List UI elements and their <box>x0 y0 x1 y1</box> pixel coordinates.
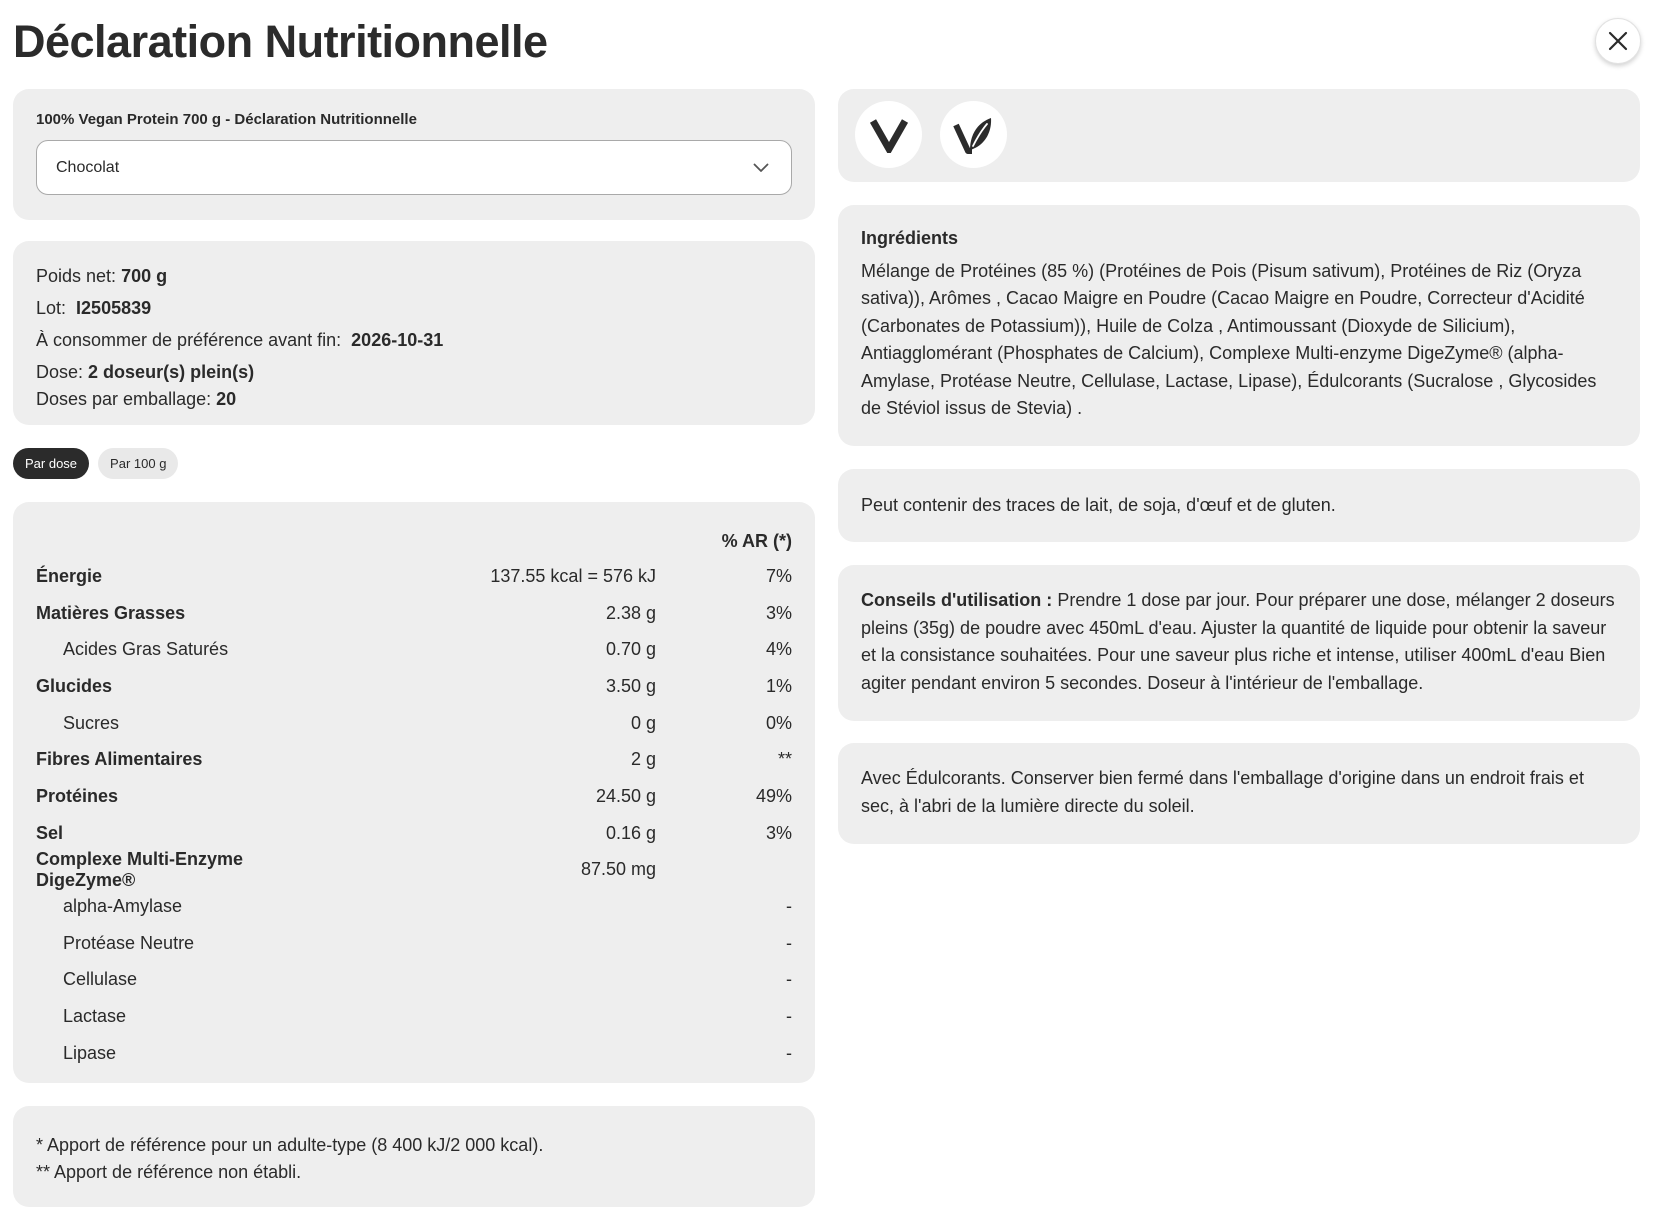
doses-per-pack-value: 20 <box>216 389 237 409</box>
footnote-2: ** Apport de référence non établi. <box>36 1162 302 1182</box>
vegetarian-v-icon <box>869 117 909 153</box>
vegetarian-badge <box>855 101 922 168</box>
nutrient-ar: - <box>786 969 792 990</box>
flavor-select[interactable] <box>36 140 792 195</box>
ingredients-text: Mélange de Protéines (85 %) (Protéines de Pois (Pisum sativum), Protéines de Riz (Oryza sativa)), Arômes , Cacao Maigre en Poudre (Cacao Maigre en Poudre, Correcteur d'Acidité (Carbonates de Potassium)), Huile de Colza , Antimoussant (Dioxyde de Silicium), Antiagglomérant (Phosphates de Calcium), Complexe Multi-enzyme DigeZyme® (alpha-Amylase, Protéase Neutre, Cellulase, Lactase, Lipase), Édulcorants (Sucralose , Glycosides de Stéviol issus de Stevia) . <box>861 260 1597 418</box>
product-info-card <box>13 241 815 425</box>
diet-badges-card <box>838 89 1640 182</box>
dose-value: 2 doseur(s) plein(s) <box>88 362 255 382</box>
nutrient-name: Fibres Alimentaires <box>36 749 203 770</box>
nutrient-amount: 2.38 g <box>605 602 656 623</box>
nutrient-name: Protéines <box>36 785 119 806</box>
nutrient-ar: 3% <box>765 602 792 623</box>
nutrient-name: alpha-Amylase <box>63 896 183 917</box>
nutrient-ar: 4% <box>765 639 792 660</box>
vegan-leaf-icon <box>953 115 995 155</box>
dose-row <box>36 359 792 386</box>
allergens-card <box>838 469 1640 542</box>
nutrient-name: Lipase <box>63 1042 117 1063</box>
nutrient-amount: 3.50 g <box>605 675 656 696</box>
net-weight-value: 700 g <box>121 266 168 286</box>
nutrient-ar: ** <box>777 749 792 770</box>
nutrient-ar: 3% <box>765 822 792 843</box>
lot-row <box>36 295 792 322</box>
nutrient-name: Sucres <box>63 712 120 733</box>
net-weight-row <box>36 263 792 290</box>
lot-label: Lot: <box>36 298 67 318</box>
table-row <box>36 925 792 962</box>
nutrient-ar: 0% <box>765 712 792 733</box>
nutrient-name: Lactase <box>63 1006 127 1027</box>
nutrient-amount: 137.55 kcal = 576 kJ <box>490 565 656 586</box>
ingredients-title: Ingrédients <box>861 228 959 248</box>
tab-per-dose[interactable]: Par dose <box>13 448 89 479</box>
nutrient-amount: 87.50 mg <box>580 859 656 880</box>
nutrient-name: Protéase Neutre <box>63 932 195 953</box>
nutrient-amount: 0.16 g <box>605 822 656 843</box>
nutrient-ar: - <box>786 896 792 917</box>
vegan-badge <box>940 101 1007 168</box>
table-row <box>36 668 792 705</box>
ar-column-header: % AR (*) <box>721 530 792 551</box>
close-button[interactable] <box>1595 18 1641 64</box>
tab-per-100g[interactable]: Par 100 g <box>98 448 178 479</box>
best-before-value: 2026-10-31 <box>351 330 444 350</box>
table-row <box>36 631 792 668</box>
ingredients-card <box>838 205 1640 446</box>
nutrient-ar: 1% <box>765 675 792 696</box>
nutrient-name: Matières Grasses <box>36 602 186 623</box>
nutrient-ar: - <box>786 932 792 953</box>
dose-label: Dose: <box>36 362 84 382</box>
table-row <box>36 1035 792 1072</box>
nutrient-amount: 2 g <box>630 749 656 770</box>
nutrient-name: Glucides <box>36 675 113 696</box>
nutrient-name: Sel <box>36 822 64 843</box>
table-row <box>36 962 792 999</box>
nutrition-table-header <box>36 524 792 558</box>
table-row <box>36 848 792 890</box>
storage-card <box>838 743 1640 844</box>
storage-text: Avec Édulcorants. Conserver bien fermé dans l'emballage d'origine dans un endroit frais et sec, à l'abri de la lumière directe du soleil. <box>861 768 1584 816</box>
usage-card <box>838 565 1640 721</box>
nutrient-name: Complexe Multi-Enzyme DigeZyme® <box>36 848 244 890</box>
doses-per-pack-label: Doses par emballage: <box>36 389 212 409</box>
nutrition-table <box>13 502 815 1083</box>
doses-per-pack-row <box>36 386 792 413</box>
table-row <box>36 778 792 815</box>
table-row <box>36 998 792 1035</box>
nutrient-ar: - <box>786 1042 792 1063</box>
table-row <box>36 558 792 595</box>
product-select-label: 100% Vegan Protein 700 g - Déclaration Nutritionnelle <box>36 111 417 128</box>
table-row <box>36 815 792 852</box>
flavor-select-value: Chocolat <box>56 158 120 176</box>
footnotes-card <box>13 1106 815 1207</box>
table-row <box>36 741 792 778</box>
allergens-text: Peut contenir des traces de lait, de soja, d'œuf et de gluten. <box>861 495 1336 515</box>
nutrient-amount: 0.70 g <box>605 639 656 660</box>
chevron-down-icon <box>753 163 769 173</box>
nutrient-ar: - <box>786 1006 792 1027</box>
usage-label: Conseils d'utilisation : <box>861 590 1053 610</box>
nutrient-ar: 49% <box>755 785 792 806</box>
nutrient-name: Cellulase <box>63 969 138 990</box>
nutrient-ar: 7% <box>765 565 792 586</box>
nutrient-name: Énergie <box>36 565 103 586</box>
lot-value: I2505839 <box>76 298 152 318</box>
footnote-1: * Apport de référence pour un adulte-type (8 400 kJ/2 000 kcal). <box>36 1135 544 1155</box>
close-icon <box>1608 31 1628 51</box>
net-weight-label: Poids net: <box>36 266 117 286</box>
serving-toggle <box>13 448 178 479</box>
table-row <box>36 888 792 925</box>
best-before-label: À consommer de préférence avant fin: <box>36 330 342 350</box>
nutrient-amount: 24.50 g <box>595 785 656 806</box>
best-before-row <box>36 327 792 354</box>
table-row <box>36 595 792 632</box>
table-row <box>36 705 792 742</box>
nutrient-amount: 0 g <box>630 712 656 733</box>
usage-text: Prendre 1 dose par jour. Pour préparer une dose, mélanger 2 doseurs pleins (35g) de poudre avec 450mL d'eau. Ajuster la quantité de liquide pour obtenir la saveur et la consistance souhaitées. Pour une saveur plus riche et intense, utiliser 400mL d'eau Bien agiter pendant environ 5 secondes. Doseur à l'intérieur de l'emballage. <box>861 590 1615 693</box>
nutrient-name: Acides Gras Saturés <box>63 639 229 660</box>
page-title: Déclaration Nutritionnelle <box>13 16 548 67</box>
product-select-card <box>13 89 815 220</box>
